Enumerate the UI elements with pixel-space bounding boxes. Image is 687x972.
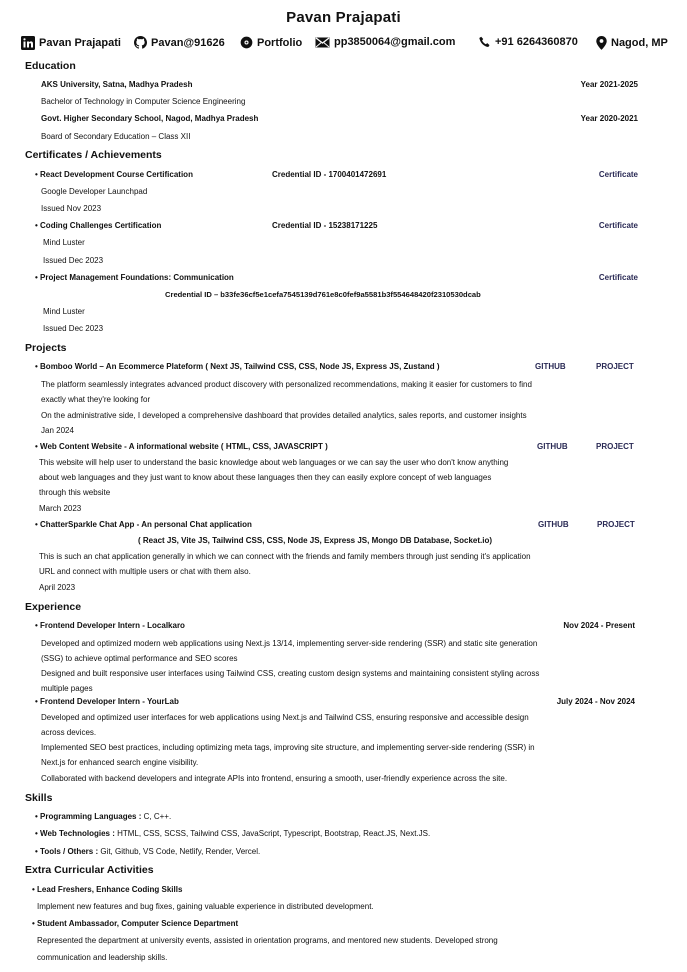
activity-line: communication and leadership skills. — [37, 953, 168, 962]
resume-name: Pavan Prajapati — [286, 9, 401, 26]
project-demo-link[interactable]: PROJECT — [596, 362, 634, 371]
certificate-issuer: Mind Luster — [43, 238, 85, 247]
phone-icon — [479, 36, 491, 48]
project-date: March 2023 — [39, 504, 82, 513]
education-degree: Bachelor of Technology in Computer Science Engineering — [41, 97, 246, 106]
activity-line: Implement new features and bug fixes, gaining valuable experience in distributed development. — [37, 902, 374, 911]
experience-line: Next.js for enhanced search engine visibility. — [41, 758, 199, 767]
project-description-line: exactly what they're looking for — [41, 395, 151, 404]
experience-role: • Frontend Developer Intern - YourLab — [35, 697, 179, 706]
experience-dates: July 2024 - Nov 2024 — [556, 697, 635, 706]
linkedin-icon — [21, 36, 35, 50]
project-github-link[interactable]: GITHUB — [537, 442, 568, 451]
education-school: Govt. Higher Secondary School, Nagod, Madhya Pradesh — [41, 114, 259, 123]
certificate-name: • React Development Course Certification — [35, 170, 193, 179]
skill-row — [35, 847, 260, 856]
experience-role: • Frontend Developer Intern - Localkaro — [35, 621, 185, 630]
project-stack: ( React JS, Vite JS, Tailwind CSS, CSS, Node JS, Express JS, Mongo DB Database, Socket.io) — [138, 536, 493, 545]
project-description-line: about web languages and they just want to know about these languages then they can easily explore concept of web languages — [39, 473, 492, 482]
project-title: • ChatterSparkle Chat App - An personal Chat application — [35, 520, 252, 529]
skill-label: Web Technologies : — [40, 829, 115, 838]
project-description-line: through this website — [39, 488, 111, 497]
skill-value: C, C++. — [141, 812, 172, 821]
certificate-credential: Credential ID – b33fe36cf5e1cefa7545139d761e8c0fef9a5581b3f554648420f2310530dcab — [165, 290, 481, 299]
skill-value: HTML, CSS, SCSS, Tailwind CSS, JavaScript, Typescript, Bootstrap, React.JS, Next.JS. — [114, 829, 431, 838]
certificate-issuer: Google Developer Launchpad — [41, 187, 148, 196]
project-description-line: On the administrative side, I developed a comprehensive dashboard that provides detailed analytics, sales reports, and customer insights — [41, 411, 527, 420]
contact-github-label: Pavan@91626 — [151, 36, 225, 49]
experience-line: (SSG) to achieve optimal performance and SEO scores — [41, 654, 238, 663]
contact-email-label: pp3850064@gmail.com — [334, 36, 456, 48]
project-title: • Bomboo World – An Ecommerce Plateform ( Next JS, Tailwind CSS, CSS, Node JS, Express JS, Zustand ) — [35, 362, 440, 371]
project-description-line: This website will help user to understand the basic knowledge about web languages or we can say the user who don't know anything — [39, 458, 509, 467]
certificate-issued: Issued Nov 2023 — [41, 204, 102, 213]
skill-row — [35, 812, 171, 821]
skill-value: Git, Github, VS Code, Netlify, Render, Vercel. — [98, 847, 261, 856]
certificate-name: • Coding Challenges Certification — [35, 221, 161, 230]
experience-dates: Nov 2024 - Present — [563, 621, 635, 630]
education-year: Year 2021-2025 — [580, 80, 638, 89]
contact-linkedin-label: Pavan Prajapati — [39, 37, 121, 49]
contact-portfolio[interactable] — [240, 36, 302, 49]
experience-line: Developed and optimized modern web applications using Next.js 13/14, implementing server-side rendering (SSR) and static site generation — [41, 639, 538, 648]
section-title-certificates: Certificates / Achievements — [25, 149, 162, 161]
project-github-link[interactable]: GITHUB — [538, 520, 569, 529]
project-description-line: This is such an chat application generally in which we can connect with the friends and family members through just sending it's application — [39, 552, 531, 561]
certificate-issuer: Mind Luster — [43, 307, 85, 316]
education-year: Year 2020-2021 — [580, 114, 638, 123]
certificate-link[interactable]: Certificate — [598, 273, 638, 282]
experience-line: across devices. — [41, 728, 97, 737]
skill-label: Programming Languages : — [40, 812, 142, 821]
contact-email[interactable] — [315, 36, 455, 48]
project-description-line: The platform seamlessly integrates advanced product discovery with personalized recommendations, making it easier for customers to find — [41, 380, 532, 389]
project-date: April 2023 — [39, 583, 76, 592]
contact-phone[interactable] — [479, 36, 578, 48]
globe-icon — [240, 36, 253, 49]
activity-title: • Student Ambassador, Computer Science Department — [32, 919, 238, 928]
activity-title: • Lead Freshers, Enhance Coding Skills — [32, 885, 182, 894]
experience-line: Developed and optimized user interfaces for web applications using Next.js and Tailwind CSS, ensuring responsive and accessible design — [41, 713, 529, 722]
certificate-credential: Credential ID - 15238171225 — [272, 221, 378, 230]
project-date: Jan 2024 — [41, 426, 74, 435]
contact-location — [596, 36, 668, 50]
experience-line: Implemented SEO best practices, including optimizing meta tags, improving site structure, and implementing server-side rendering (SSR) in — [41, 743, 535, 752]
project-title: • Web Content Website - A informational website ( HTML, CSS, JAVASCRIPT ) — [35, 442, 328, 451]
education-school: AKS University, Satna, Madhya Pradesh — [41, 80, 193, 89]
contact-linkedin[interactable] — [21, 36, 121, 50]
contact-portfolio-label: Portfolio — [257, 36, 303, 49]
contact-location-label: Nagod, MP — [611, 37, 668, 49]
experience-line: multiple pages — [41, 684, 93, 693]
skill-label: Tools / Others : — [40, 847, 99, 856]
certificate-link[interactable]: Certificate — [598, 170, 638, 179]
certificate-credential: Credential ID - 1700401472691 — [272, 170, 387, 179]
section-title-extra-curricular: Extra Curricular Activities — [25, 864, 154, 876]
experience-line: Designed and built responsive user interfaces using Tailwind CSS, creating custom design systems and maintaining consistent styling across — [41, 669, 540, 678]
contact-phone-label: +91 6264360870 — [495, 36, 578, 48]
project-demo-link[interactable]: PROJECT — [596, 442, 634, 451]
certificate-link[interactable]: Certificate — [598, 221, 638, 230]
activity-line: Represented the department at university events, assisted in orientation programs, and mentored new students. Developed strong — [37, 936, 498, 945]
certificate-issued: Issued Dec 2023 — [43, 324, 104, 333]
location-pin-icon — [596, 36, 607, 50]
skill-row — [35, 829, 430, 838]
section-title-experience: Experience — [25, 601, 82, 613]
certificate-issued: Issued Dec 2023 — [43, 256, 104, 265]
project-github-link[interactable]: GITHUB — [535, 362, 566, 371]
contact-github[interactable] — [134, 36, 225, 49]
certificate-name: • Project Management Foundations: Communication — [35, 273, 234, 282]
mail-icon — [315, 37, 330, 48]
education-degree: Board of Secondary Education – Class XII — [41, 132, 191, 141]
experience-line: Collaborated with backend developers and integrate APIs into frontend, ensuring a smooth, user-friendly experience across the site. — [41, 774, 508, 783]
project-description-line: URL and connect with multiple users or chat with them also. — [39, 567, 251, 576]
section-title-projects: Projects — [25, 342, 67, 354]
section-title-education: Education — [25, 60, 76, 72]
section-title-skills: Skills — [25, 792, 53, 804]
github-icon — [134, 36, 147, 49]
project-demo-link[interactable]: PROJECT — [597, 520, 635, 529]
